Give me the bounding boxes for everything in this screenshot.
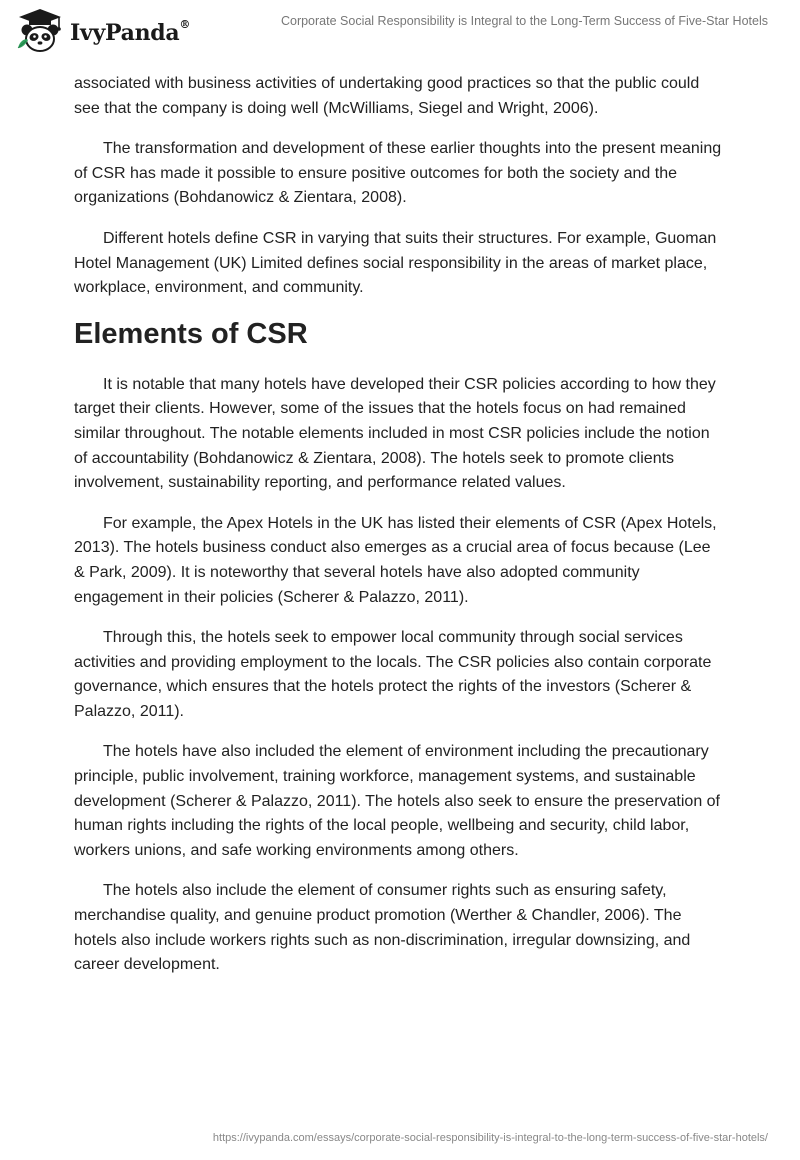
essay-content (74, 72, 724, 994)
brand-logo[interactable] (14, 8, 190, 54)
page-header (0, 0, 800, 60)
paragraph: For example, the Apex Hotels in the UK has listed their elements of CSR (Apex Hotels, 2013). The hotels business conduct also emerges as a crucial area of focus because (Lee & Park, 2009). It is noteworthy that several hotels have also adopted community engagement in their policies (Scherer & Palazzo, 2011). (74, 514, 717, 606)
paragraph: The hotels also include the element of consumer rights such as ensuring safety, merchandise quality, and genuine product promotion (Werther & Chandler, 2006). The hotels also include workers rights such as non-discrimination, irregular downsizing, and career development. (74, 882, 691, 974)
paragraph: It is notable that many hotels have developed their CSR policies according to how they target their clients. However, some of the issues that the hotels focus on had remained similar throughout. The notable elements included in most CSR policies include the notion of accountability (Bohdanowicz & Zientara, 2008). The hotels seek to promote clients involvement, sustainability reporting, and performance related values. (74, 375, 716, 492)
paragraph: Different hotels define CSR in varying that suits their structures. For example, Guoman Hotel Management (UK) Limited defines social responsibility in the areas of market place, workplace, environment, and community. (74, 229, 717, 297)
source-url-link[interactable]: https://ivypanda.com/essays/corporate-social-responsibility-is-integral-to-the-long-term-success-of-five-star-hotels/ (212, 1132, 768, 1144)
paragraph: associated with business activities of undertaking good practices so that the public could see that the company is doing well (McWilliams, Siegel and Wright, 2006). (74, 75, 700, 117)
brand-name: IvyPanda® (70, 17, 191, 46)
panda-graduate-icon (14, 8, 66, 54)
section-heading: Elements of CSR (74, 317, 308, 350)
paragraph: The hotels have also included the element of environment including the precautionary principle, public involvement, training workforce, management systems, and sustainable development (Scherer & Palazzo, 2011). The hotels also seek to ensure the preservation of human rights including the rights of the local people, wellbeing and security, child labor, workers unions, and safe working environments among others. (74, 743, 720, 859)
paragraph: Through this, the hotels seek to empower local community through social services activities and providing employment to the locals. The CSR policies also contain corporate governance, which ensures that the hotels protect the rights of the investors (Scherer & Palazzo, 2011). (74, 629, 712, 720)
paragraph: The transformation and development of these earlier thoughts into the present meaning of CSR has made it possible to ensure positive outcomes for both the society and the organizations (Bohdanowicz & Zientara, 2008). (74, 140, 722, 207)
document-title: Corporate Social Responsibility is Integral to the Long-Term Success of Five-Star Hotels (280, 14, 768, 28)
